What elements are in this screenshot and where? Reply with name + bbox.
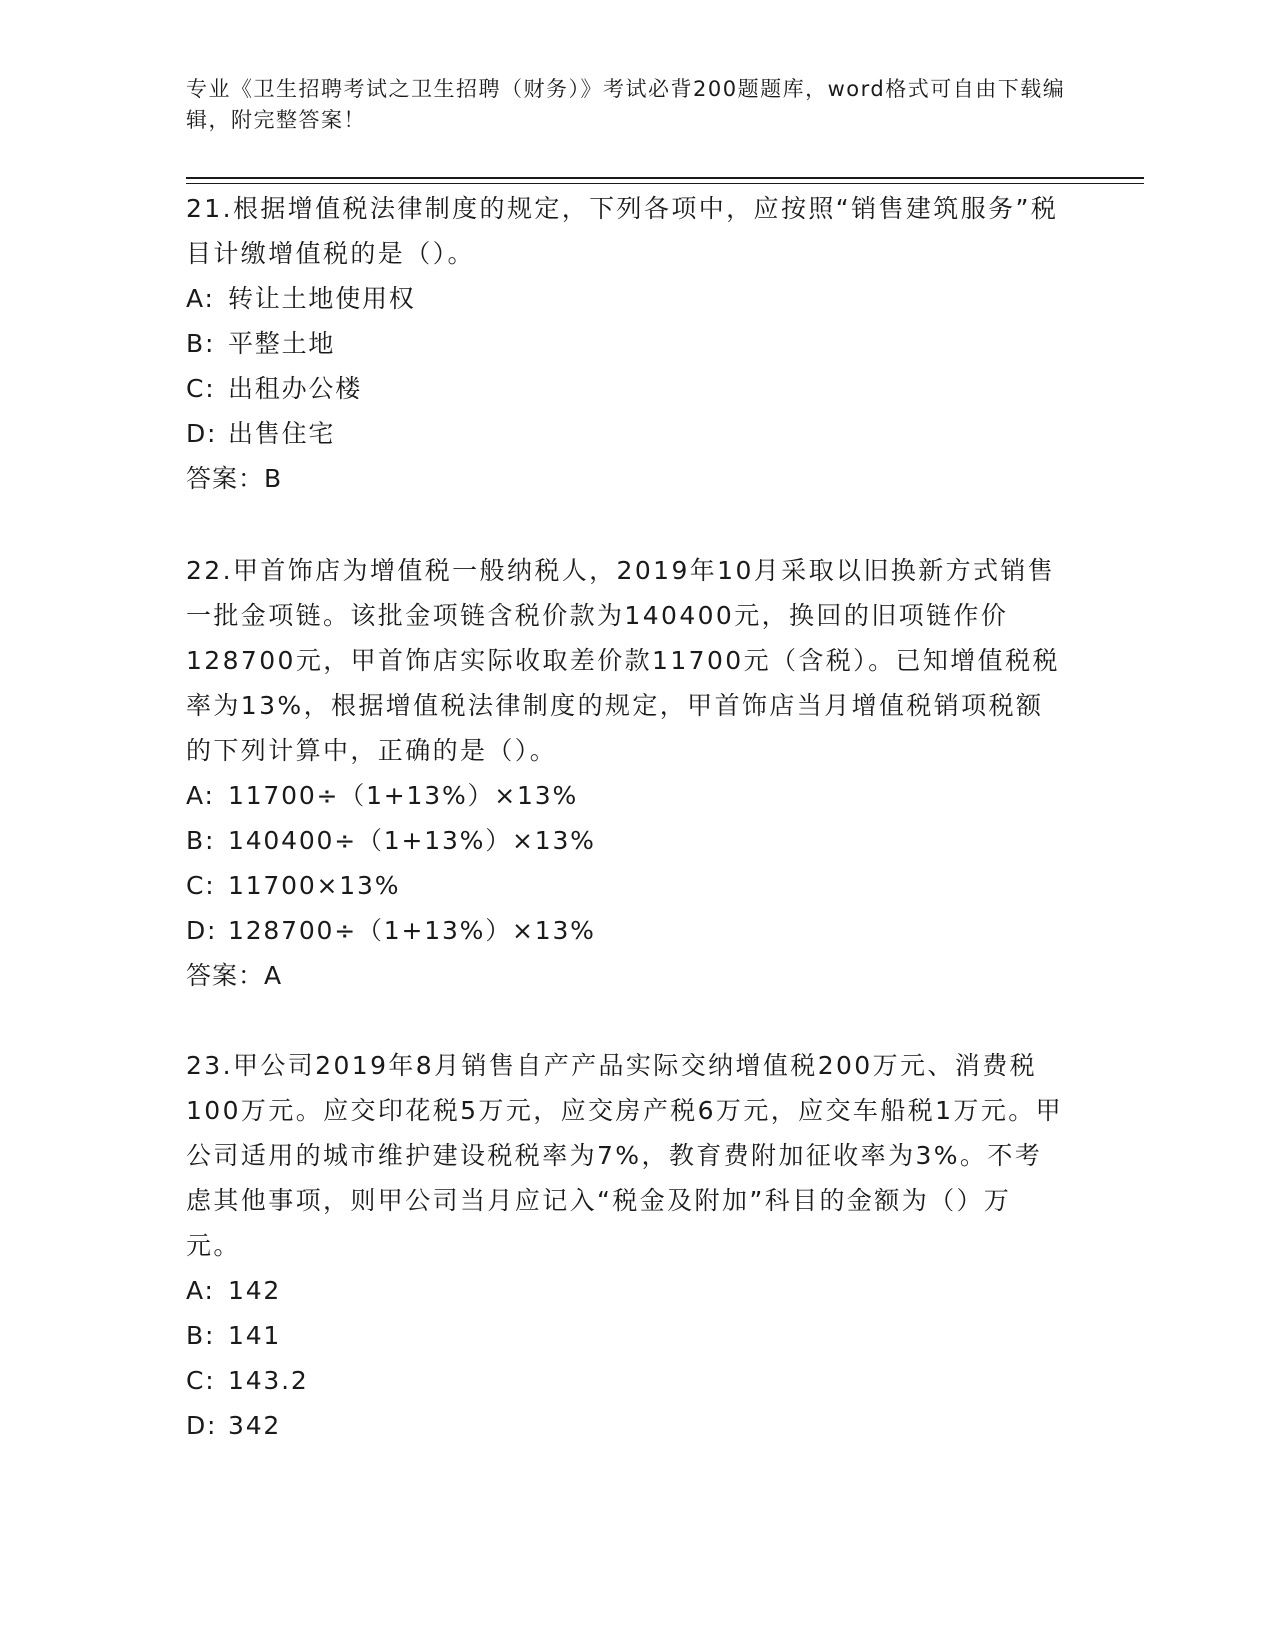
option-text: 140400÷（1+13%）×13%	[228, 826, 596, 855]
question-stem: 21.根据增值税法律制度的规定，下列各项中，应按照“销售建筑服务”税目计缴增值税的是（）。	[186, 194, 1059, 268]
answer-line: 答案：A	[186, 961, 283, 990]
option-text: 141	[228, 1321, 282, 1350]
option-b	[186, 321, 1066, 366]
option-c	[186, 366, 1066, 411]
option-letter: C:	[186, 871, 216, 900]
option-text: 342	[228, 1411, 282, 1440]
option-d	[186, 1403, 1066, 1448]
option-text: 转让土地使用权	[228, 284, 416, 313]
option-text: 11700÷（1+13%）×13%	[228, 781, 579, 810]
answer-line: 答案：B	[186, 464, 283, 493]
option-b	[186, 818, 1066, 863]
option-letter: B:	[186, 826, 216, 855]
question-21	[186, 186, 1066, 501]
option-c	[186, 1358, 1066, 1403]
option-letter: A:	[186, 781, 215, 810]
option-text: 143.2	[228, 1366, 309, 1395]
question-22	[186, 548, 1066, 998]
option-letter: B:	[186, 329, 216, 358]
option-text: 出售住宅	[228, 419, 336, 448]
option-text: 11700×13%	[228, 871, 401, 900]
option-letter: C:	[186, 374, 216, 403]
question-stem: 22.甲首饰店为增值税一般纳税人，2019年10月采取以旧换新方式销售一批金项链。该批金项链含税价款为140400元，换回的旧项链作价128700元，甲首饰店实际收取差价款11700元（含税）。已知增值税税率为13%，根据增值税法律制度的规定，甲首饰店当月增值税销项税额的下列计算中，正确的是（）。	[186, 556, 1060, 765]
option-d	[186, 908, 1066, 953]
option-text: 出租办公楼	[228, 374, 363, 403]
option-b	[186, 1313, 1066, 1358]
option-letter: A:	[186, 1276, 215, 1305]
option-letter: D:	[186, 1411, 218, 1440]
document-header: 专业《卫生招聘考试之卫生招聘（财务）》考试必背200题题库，word格式可自由下载编辑，附完整答案！	[186, 77, 1066, 132]
question-23	[186, 1043, 1066, 1448]
option-text: 平整土地	[228, 329, 336, 358]
option-letter: C:	[186, 1366, 216, 1395]
option-letter: D:	[186, 419, 218, 448]
option-letter: B:	[186, 1321, 216, 1350]
option-a	[186, 276, 1066, 321]
option-letter: D:	[186, 916, 218, 945]
header-divider-thick	[186, 177, 1144, 179]
option-letter: A:	[186, 284, 215, 313]
option-c	[186, 863, 1066, 908]
question-stem: 23.甲公司2019年8月销售自产产品实际交纳增值税200万元、消费税100万元。应交印花税5万元，应交房产税6万元，应交车船税1万元。甲公司适用的城市维护建设税税率为7%，教育费附加征收率为3%。不考虑其他事项，则甲公司当月应记入“税金及附加”科目的金额为（）万元。	[186, 1051, 1064, 1260]
header-divider-thin	[186, 183, 1144, 184]
option-d	[186, 411, 1066, 456]
option-text: 142	[228, 1276, 282, 1305]
option-a	[186, 773, 1066, 818]
option-text: 128700÷（1+13%）×13%	[228, 916, 596, 945]
option-a	[186, 1268, 1066, 1313]
